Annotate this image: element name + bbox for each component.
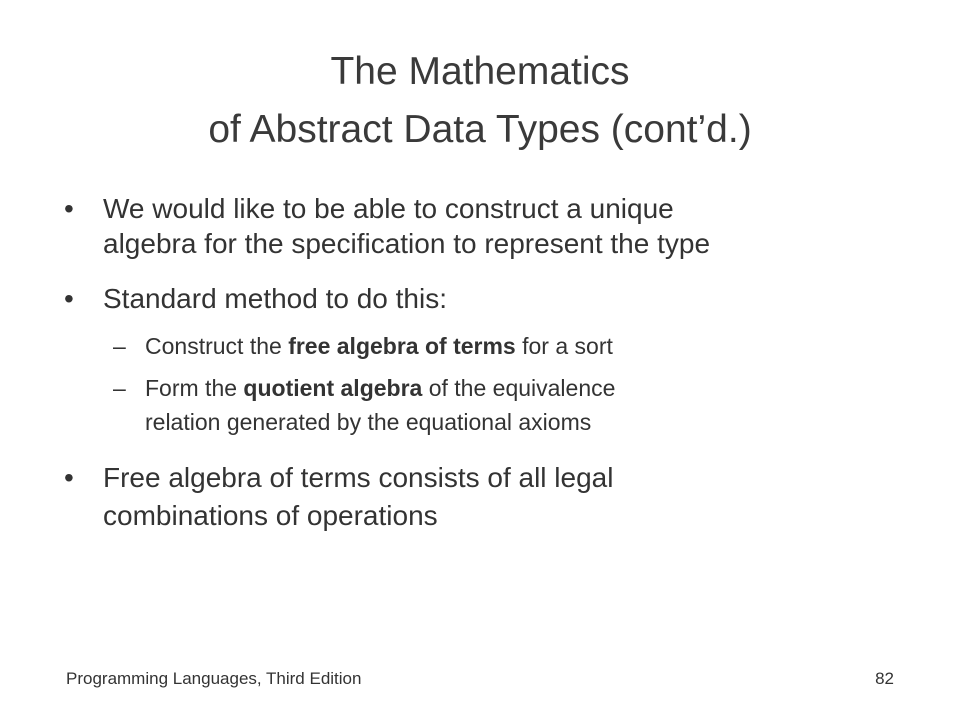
bullet-1-line-1: We would like to be able to construct a unique: [103, 193, 674, 224]
sub-bullet-2-pre: Form the: [145, 375, 244, 401]
sub-bullet-1-pre: Construct the: [145, 333, 289, 359]
sub-bullet-2-bold: quotient algebra: [243, 375, 423, 401]
sub-bullet-2-line-1: [145, 374, 615, 402]
slide-title-line-2: of Abstract Data Types (cont’d.): [208, 108, 752, 151]
bullet-marker: •: [64, 193, 74, 224]
sub-bullet-1-post: for a sort: [515, 333, 613, 359]
footer-book-title: Programming Languages, Third Edition: [66, 669, 362, 688]
footer-page-number: 82: [875, 669, 894, 688]
bullet-marker: •: [64, 283, 74, 314]
sub-bullet-marker: –: [113, 375, 126, 401]
bullet-1-line-2: algebra for the specification to represent the type: [103, 228, 711, 259]
sub-bullet-marker: –: [113, 333, 126, 359]
bullet-2-line-1: Standard method to do this:: [103, 283, 447, 314]
sub-bullet-1: [145, 332, 613, 360]
sub-bullet-1-bold: free algebra of terms: [288, 333, 516, 359]
bullet-3-line-2: combinations of operations: [103, 500, 438, 531]
sub-bullet-2-line-2: relation generated by the equational axioms: [145, 409, 592, 435]
slide-title-line-1: The Mathematics: [330, 50, 630, 93]
sub-bullet-2-post: of the equivalence: [422, 375, 616, 401]
bullet-3-line-1: Free algebra of terms consists of all legal: [103, 462, 614, 493]
bullet-marker: •: [64, 462, 74, 493]
